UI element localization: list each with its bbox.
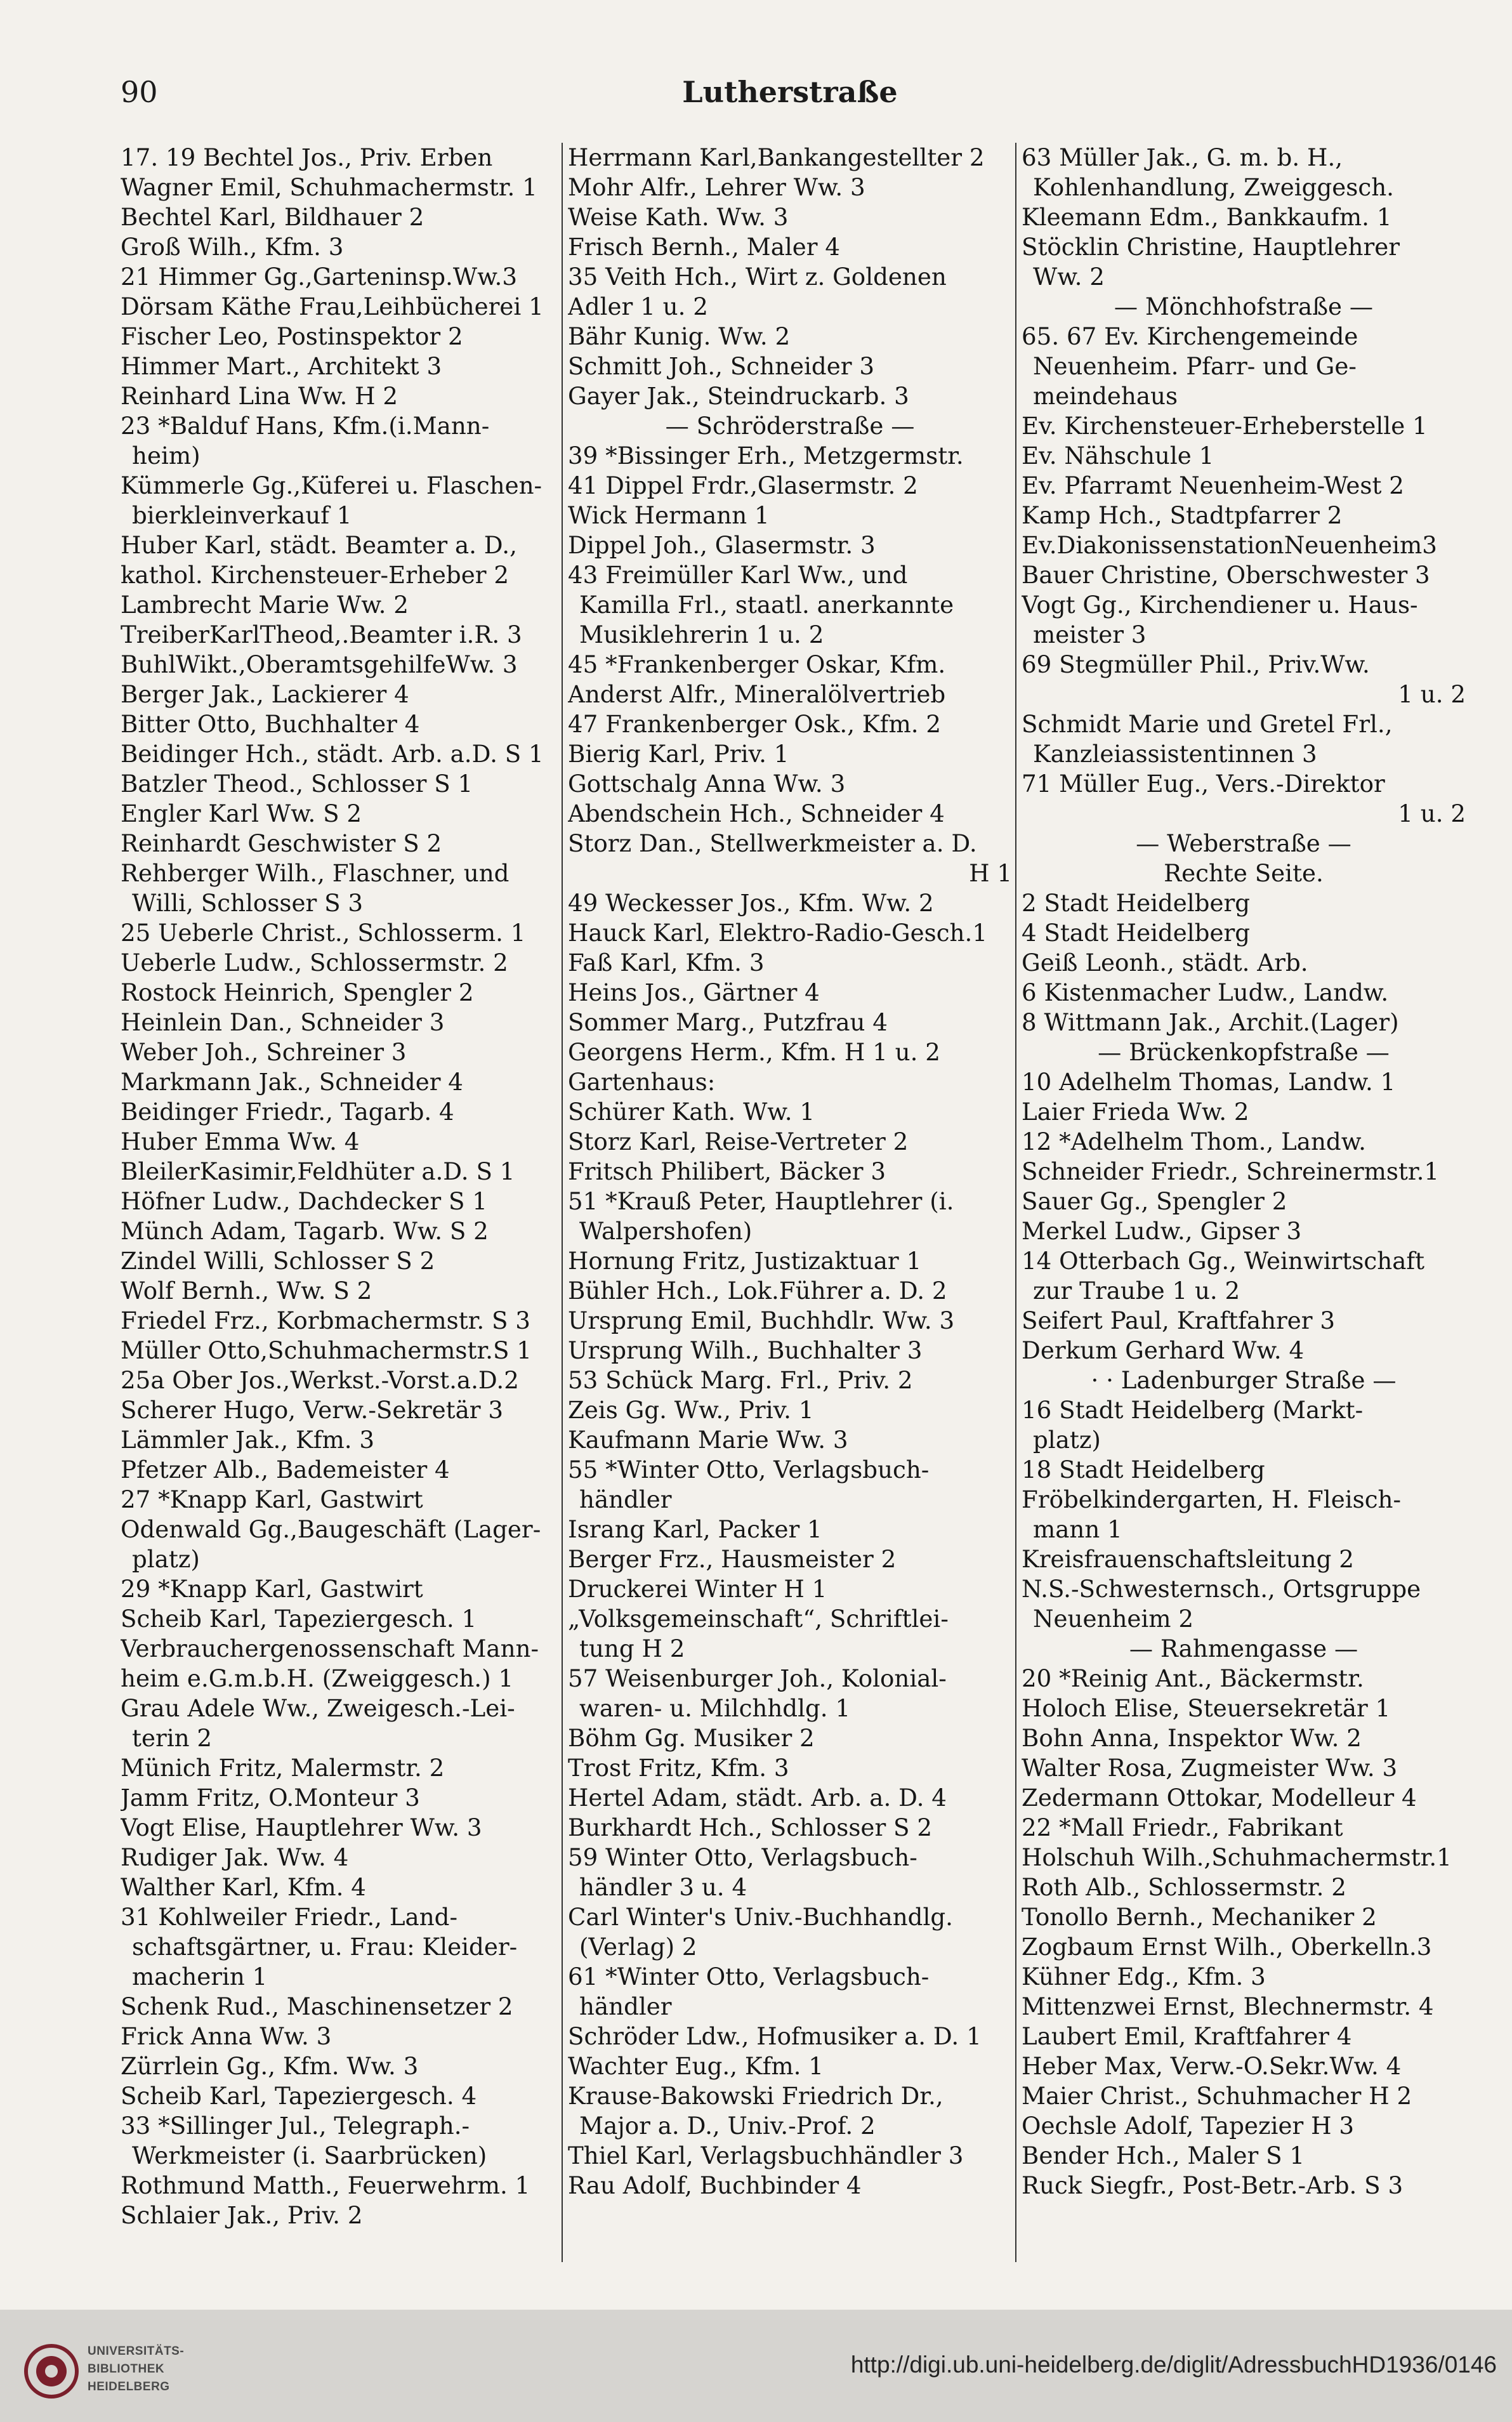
directory-entry-line: Ev. Pfarramt Neuenheim-West 2 (1022, 471, 1404, 499)
directory-entry-line: schaftsgärtner, u. Frau: Kleider- (132, 1933, 518, 1961)
directory-entry-line: Adler 1 u. 2 (568, 293, 708, 320)
directory-entry-line: heim e.G.m.b.H. (Zweiggesch.) 1 (121, 1664, 514, 1692)
directory-entry-line: Bechtel Karl, Bildhauer 2 (121, 203, 424, 231)
directory-entry-line: Rostock Heinrich, Spengler 2 (121, 978, 474, 1006)
library-name (88, 2343, 184, 2396)
directory-entry-line: Major a. D., Univ.-Prof. 2 (579, 2112, 876, 2140)
directory-entry-line: Faß Karl, Kfm. 3 (568, 949, 765, 977)
directory-entry-line: händler (579, 1485, 672, 1513)
directory-entry-line: Schmidt Marie und Gretel Frl., (1022, 710, 1393, 738)
directory-entry-line: 33 *Sillinger Jul., Telegraph.- (121, 2112, 470, 2140)
directory-entry-line: Zogbaum Ernst Wilh., Oberkelln.3 (1022, 1933, 1432, 1961)
page-header (121, 75, 1459, 126)
directory-entry-line: Fröbelkindergarten, H. Fleisch- (1022, 1485, 1402, 1513)
directory-entry-line: tung H 2 (579, 1635, 685, 1662)
section-heading: Rechte Seite. (1164, 859, 1324, 887)
directory-entry-line: Höfner Ludw., Dachdecker S 1 (121, 1187, 487, 1215)
directory-entry-line: Vogt Gg., Kirchendiener u. Haus- (1022, 591, 1418, 619)
directory-entry-line: Berger Jak., Lackierer 4 (121, 680, 409, 708)
directory-entry-line: Rothmund Matth., Feuerwehrm. 1 (121, 2171, 530, 2199)
directory-entry-line: Abendschein Hch., Schneider 4 (568, 800, 945, 827)
directory-entry-line: bierkleinverkauf 1 (132, 501, 352, 529)
directory-entry-line: Müller Otto,Schuhmachermstr.S 1 (121, 1336, 532, 1364)
directory-entry-line: Berger Frz., Hausmeister 2 (568, 1545, 897, 1573)
directory-entry-line: 61 *Winter Otto, Verlagsbuch- (568, 1963, 930, 1991)
page-number: 90 (121, 75, 158, 109)
directory-entry-line: Bitter Otto, Buchhalter 4 (121, 710, 420, 738)
directory-entry-line: 10 Adelhelm Thomas, Landw. 1 (1022, 1068, 1396, 1096)
directory-entry-line: Mohr Alfr., Lehrer Ww. 3 (568, 173, 865, 201)
directory-entry-line: Anderst Alfr., Mineralölvertrieb (568, 680, 946, 708)
directory-entry-line: Bender Hch., Maler S 1 (1022, 2142, 1305, 2169)
directory-entry-line: Kanzleiassistentinnen 3 (1033, 740, 1317, 768)
viewer-footer (0, 2310, 1512, 2422)
directory-entry-line: Pfetzer Alb., Bademeister 4 (121, 1456, 450, 1484)
directory-entry-line: Ueberle Ludw., Schlossermstr. 2 (121, 949, 508, 977)
directory-entry-line: Heinlein Dan., Schneider 3 (121, 1008, 445, 1036)
directory-entry-line: heim) (132, 442, 201, 470)
directory-entry-line: Neuenheim 2 (1033, 1605, 1194, 1633)
directory-entry-line: Kamp Hch., Stadtpfarrer 2 (1022, 501, 1343, 529)
directory-entry-line: 1 u. 2 (1398, 800, 1466, 827)
directory-entry-line: Scheib Karl, Tapeziergesch. 4 (121, 2082, 477, 2110)
directory-entry-line: Zürrlein Gg., Kfm. Ww. 3 (121, 2052, 419, 2080)
directory-entry-line: 27 *Knapp Karl, Gastwirt (121, 1485, 423, 1513)
directory-entry-line: Ursprung Wilh., Buchhalter 3 (568, 1336, 923, 1364)
directory-entry-line: Heber Max, Verw.-O.Sekr.Ww. 4 (1022, 2052, 1402, 2080)
directory-entry-line: Rudiger Jak. Ww. 4 (121, 1843, 349, 1871)
directory-entry-line: 59 Winter Otto, Verlagsbuch- (568, 1843, 917, 1871)
column-divider (1015, 143, 1016, 2262)
directory-entry-line: 20 *Reinig Ant., Bäckermstr. (1022, 1664, 1364, 1692)
directory-entry-line: Burkhardt Hch., Schlosser S 2 (568, 1813, 932, 1841)
directory-entry-line: 65. 67 Ev. Kirchengemeinde (1022, 322, 1358, 350)
directory-entry-line: 45 *Frankenberger Oskar, Kfm. (568, 650, 946, 678)
directory-entry-line: Bierig Karl, Priv. 1 (568, 740, 789, 768)
directory-entry-line: Engler Karl Ww. S 2 (121, 800, 362, 827)
directory-entry-line: Bauer Christine, Oberschwester 3 (1022, 561, 1430, 589)
directory-entry-line: Rau Adolf, Buchbinder 4 (568, 2171, 862, 2199)
directory-entry-line: Bohn Anna, Inspektor Ww. 2 (1022, 1724, 1362, 1752)
directory-entry-line: 31 Kohlweiler Friedr., Land- (121, 1903, 458, 1931)
directory-entry-line: Rehberger Wilh., Flaschner, und (121, 859, 509, 887)
directory-entry-line: 8 Wittmann Jak., Archit.(Lager) (1022, 1008, 1399, 1036)
directory-entry-line: Israng Karl, Packer 1 (568, 1515, 822, 1543)
directory-entry-line: Dippel Joh., Glasermstr. 3 (568, 531, 876, 559)
directory-entry-line: Schneider Friedr., Schreinermstr.1 (1022, 1157, 1440, 1185)
directory-entry-line: Beidinger Hch., städt. Arb. a.D. S 1 (121, 740, 544, 768)
directory-entry-line: Seifert Paul, Kraftfahrer 3 (1022, 1306, 1336, 1334)
library-name-line: UNIVERSITÄTS- (88, 2345, 185, 2358)
directory-entry-line: Batzler Theod., Schlosser S 1 (121, 770, 473, 798)
directory-entry-line: 63 Müller Jak., G. m. b. H., (1022, 143, 1343, 171)
directory-entry-line: Reinhard Lina Ww. H 2 (121, 382, 398, 410)
directory-entry-line: Huber Emma Ww. 4 (121, 1128, 360, 1155)
directory-entry-line: Herrmann Karl,Bankangestellter 2 (568, 143, 985, 171)
directory-entry-line: 4 Stadt Heidelberg (1022, 919, 1251, 947)
column-divider (562, 143, 563, 2262)
directory-entry-line: Zindel Willi, Schlosser S 2 (121, 1247, 435, 1275)
directory-entry-line: Münch Adam, Tagarb. Ww. S 2 (121, 1217, 489, 1245)
directory-entry-line: 25 Ueberle Christ., Schlosserm. 1 (121, 919, 526, 947)
directory-entry-line: 41 Dippel Frdr.,Glasermstr. 2 (568, 471, 918, 499)
directory-entry-line: Gartenhaus: (568, 1068, 716, 1096)
directory-entry-line: platz) (1033, 1426, 1101, 1454)
directory-entry-line: Wachter Eug., Kfm. 1 (568, 2052, 824, 2080)
section-heading: · · Ladenburger Straße — (1091, 1366, 1397, 1394)
directory-entry-line: H 1 (969, 859, 1012, 887)
directory-entry-line: Kühner Edg., Kfm. 3 (1022, 1963, 1266, 1991)
directory-entry-line: Merkel Ludw., Gipser 3 (1022, 1217, 1302, 1245)
directory-entry-line: Krause-Bakowski Friedrich Dr., (568, 2082, 943, 2110)
directory-entry-line: Kaufmann Marie Ww. 3 (568, 1426, 848, 1454)
directory-entry-line: 29 *Knapp Karl, Gastwirt (121, 1575, 423, 1603)
directory-entry-line: Walpershofen) (579, 1217, 753, 1245)
directory-entry-line: Werkmeister (i. Saarbrücken) (132, 2142, 487, 2169)
directory-entry-line: Holschuh Wilh.,Schuhmachermstr.1 (1022, 1843, 1452, 1871)
directory-entry-line: Ev. Nähschule 1 (1022, 442, 1214, 470)
directory-entry-line: Scheib Karl, Tapeziergesch. 1 (121, 1605, 477, 1633)
directory-entry-line: Walter Rosa, Zugmeister Ww. 3 (1022, 1754, 1398, 1782)
directory-entry-line: 51 *Krauß Peter, Hauptlehrer (i. (568, 1187, 954, 1215)
directory-entry-line: Gottschalg Anna Ww. 3 (568, 770, 846, 798)
directory-entry-line: Schröder Ldw., Hofmusiker a. D. 1 (568, 2022, 982, 2050)
directory-entry-line: N.S.-Schwesternsch., Ortsgruppe (1022, 1575, 1421, 1603)
directory-entry-line: Kreisfrauenschaftsleitung 2 (1022, 1545, 1354, 1573)
directory-entry-line: TreiberKarlTheod,.Beamter i.R. 3 (121, 621, 522, 648)
directory-entry-line: 12 *Adelhelm Thom., Landw. (1022, 1128, 1366, 1155)
directory-entry-line: Beidinger Friedr., Tagarb. 4 (121, 1098, 454, 1126)
directory-entry-line: waren- u. Milchhdlg. 1 (579, 1694, 851, 1722)
directory-entry-line: Huber Karl, städt. Beamter a. D., (121, 531, 517, 559)
directory-entry-line: 22 *Mall Friedr., Fabrikant (1022, 1813, 1343, 1841)
directory-entry-line: Laier Frieda Ww. 2 (1022, 1098, 1249, 1126)
directory-entry-line: kathol. Kirchensteuer-Erheber 2 (121, 561, 509, 589)
directory-entry-line: 35 Veith Hch., Wirt z. Goldenen (568, 263, 947, 291)
directory-entry-line: händler (579, 1992, 672, 2020)
section-heading: — Weberstraße — (1136, 829, 1351, 857)
directory-entry-line: 43 Freimüller Karl Ww., und (568, 561, 908, 589)
directory-entry-line: Ruck Siegfr., Post-Betr.-Arb. S 3 (1022, 2171, 1404, 2199)
directory-entry-line: „Volksgemeinschaft“, Schriftlei- (568, 1605, 949, 1633)
directory-entry-line: Jamm Fritz, O.Monteur 3 (121, 1784, 420, 1812)
directory-entry-line: Tonollo Bernh., Mechaniker 2 (1022, 1903, 1377, 1931)
directory-entry-line: Storz Karl, Reise-Vertreter 2 (568, 1128, 909, 1155)
directory-entry-line: Hauck Karl, Elektro-Radio-Gesch.1 (568, 919, 987, 947)
directory-column-middle (568, 143, 1012, 2262)
directory-entry-line: Sauer Gg., Spengler 2 (1022, 1187, 1287, 1215)
directory-entry-line: zur Traube 1 u. 2 (1033, 1277, 1240, 1305)
source-url-link[interactable]: http://digi.ub.uni-heidelberg.de/diglit/AdressbuchHD1936/0146 (850, 2352, 1497, 2378)
running-title: Lutherstraße (682, 75, 898, 109)
directory-entry-line: Schürer Kath. Ww. 1 (568, 1098, 815, 1126)
directory-entry-line: 16 Stadt Heidelberg (Markt- (1022, 1396, 1364, 1424)
directory-entry-line: terin 2 (132, 1724, 213, 1752)
directory-entry-line: 23 *Balduf Hans, Kfm.(i.Mann- (121, 412, 490, 440)
directory-entry-line: BleilerKasimir,Feldhüter a.D. S 1 (121, 1157, 515, 1185)
directory-entry-line: 49 Weckesser Jos., Kfm. Ww. 2 (568, 889, 934, 917)
directory-entry-line: Geiß Leonh., städt. Arb. (1022, 949, 1308, 977)
university-seal-icon (23, 2343, 80, 2400)
directory-entry-line: Wagner Emil, Schuhmachermstr. 1 (121, 173, 537, 201)
directory-entry-line: Schmitt Joh., Schneider 3 (568, 352, 875, 380)
directory-entry-line: Fritsch Philibert, Bäcker 3 (568, 1157, 886, 1185)
section-heading: — Schröderstraße — (665, 412, 915, 440)
directory-entry-line: 55 *Winter Otto, Verlagsbuch- (568, 1456, 930, 1484)
directory-entry-line: händler 3 u. 4 (579, 1873, 747, 1901)
directory-entry-line: Musiklehrerin 1 u. 2 (579, 621, 824, 648)
directory-entry-line: 1 u. 2 (1398, 680, 1466, 708)
directory-entry-line: meindehaus (1033, 382, 1178, 410)
directory-entry-line: Schlaier Jak., Priv. 2 (121, 2201, 363, 2229)
directory-entry-line: Lämmler Jak., Kfm. 3 (121, 1426, 375, 1454)
directory-entry-line: Hertel Adam, städt. Arb. a. D. 4 (568, 1784, 947, 1812)
section-heading: — Brückenkopfstraße — (1098, 1038, 1390, 1066)
directory-entry-line: Kamilla Frl., staatl. anerkannte (579, 591, 954, 619)
directory-column-right (1022, 143, 1466, 2262)
directory-entry-line: 18 Stadt Heidelberg (1022, 1456, 1265, 1484)
directory-entry-line: Laubert Emil, Kraftfahrer 4 (1022, 2022, 1352, 2050)
directory-entry-line: Reinhardt Geschwister S 2 (121, 829, 442, 857)
directory-entry-line: Wolf Bernh., Ww. S 2 (121, 1277, 372, 1305)
directory-entry-line: Münich Fritz, Malermstr. 2 (121, 1754, 445, 1782)
directory-entry-line: Grau Adele Ww., Zweigesch.-Lei- (121, 1694, 515, 1722)
directory-entry-line: 47 Frankenberger Osk., Kfm. 2 (568, 710, 942, 738)
directory-entry-line: Sommer Marg., Putzfrau 4 (568, 1008, 888, 1036)
directory-entry-line: Kleemann Edm., Bankkaufm. 1 (1022, 203, 1392, 231)
directory-entry-line: Weise Kath. Ww. 3 (568, 203, 789, 231)
directory-entry-line: 57 Weisenburger Joh., Kolonial- (568, 1664, 947, 1692)
directory-entry-line: Odenwald Gg.,Baugeschäft (Lager- (121, 1515, 541, 1543)
directory-entry-line: Maier Christ., Schuhmacher H 2 (1022, 2082, 1412, 2110)
directory-entry-line: Oechsle Adolf, Tapezier H 3 (1022, 2112, 1355, 2140)
directory-entry-line: Kohlenhandlung, Zweiggesch. (1033, 173, 1394, 201)
directory-entry-line: Trost Fritz, Kfm. 3 (568, 1754, 789, 1782)
directory-entry-line: Kümmerle Gg.,Küferei u. Flaschen- (121, 471, 542, 499)
directory-entry-line: macherin 1 (132, 1963, 268, 1991)
directory-entry-line: Ev.DiakonissenstationNeuenheim3 (1022, 531, 1437, 559)
directory-entry-line: Fischer Leo, Postinspektor 2 (121, 322, 463, 350)
directory-entry-line: (Verlag) 2 (579, 1933, 697, 1961)
directory-entry-line: 2 Stadt Heidelberg (1022, 889, 1251, 917)
directory-entry-line: Georgens Herm., Kfm. H 1 u. 2 (568, 1038, 940, 1066)
directory-entry-line: 25a Ober Jos.,Werkst.-Vorst.a.D.2 (121, 1366, 519, 1394)
directory-entry-line: Thiel Karl, Verlagsbuchhändler 3 (568, 2142, 964, 2169)
directory-entry-line: Böhm Gg. Musiker 2 (568, 1724, 815, 1752)
directory-entry-line: Derkum Gerhard Ww. 4 (1022, 1336, 1305, 1364)
directory-entry-line: 69 Stegmüller Phil., Priv.Ww. (1022, 650, 1370, 678)
directory-entry-line: Walther Karl, Kfm. 4 (121, 1873, 366, 1901)
directory-entry-line: Druckerei Winter H 1 (568, 1575, 827, 1603)
directory-entry-line: Ww. 2 (1033, 263, 1105, 291)
directory-entry-line: Roth Alb., Schlossermstr. 2 (1022, 1873, 1346, 1901)
directory-entry-line: Heins Jos., Gärtner 4 (568, 978, 820, 1006)
directory-entry-line: Holoch Elise, Steuersekretär 1 (1022, 1694, 1391, 1722)
directory-entry-line: 71 Müller Eug., Vers.-Direktor (1022, 770, 1385, 798)
library-name-line: BIBLIOTHEK (88, 2362, 165, 2376)
directory-entry-line: 6 Kistenmacher Ludw., Landw. (1022, 978, 1389, 1006)
directory-entry-line: 39 *Bissinger Erh., Metzgermstr. (568, 442, 964, 470)
directory-entry-line: Zeis Gg. Ww., Priv. 1 (568, 1396, 814, 1424)
directory-entry-line: Wick Hermann 1 (568, 501, 770, 529)
directory-entry-line: mann 1 (1033, 1515, 1122, 1543)
directory-entry-line: Bühler Hch., Lok.Führer a. D. 2 (568, 1277, 947, 1305)
directory-entry-line: Gayer Jak., Steindruckarb. 3 (568, 382, 909, 410)
directory-entry-line: Ev. Kirchensteuer-Erheberstelle 1 (1022, 412, 1428, 440)
directory-entry-line: 14 Otterbach Gg., Weinwirtschaft (1022, 1247, 1425, 1275)
directory-entry-line: Frick Anna Ww. 3 (121, 2022, 332, 2050)
directory-entry-line: 21 Himmer Gg.,Garteninsp.Ww.3 (121, 263, 517, 291)
directory-entry-line: Storz Dan., Stellwerkmeister a. D. (568, 829, 977, 857)
directory-entry-line: Bähr Kunig. Ww. 2 (568, 322, 791, 350)
directory-entry-line: Carl Winter's Univ.-Buchhandlg. (568, 1903, 954, 1931)
directory-entry-line: Stöcklin Christine, Hauptlehrer (1022, 233, 1400, 261)
section-heading: — Mönchhofstraße — (1114, 293, 1374, 320)
directory-entry-line: Lambrecht Marie Ww. 2 (121, 591, 409, 619)
directory-entry-line: Himmer Mart., Architekt 3 (121, 352, 442, 380)
directory-entry-line: 17. 19 Bechtel Jos., Priv. Erben (121, 143, 493, 171)
directory-entry-line: Friedel Frz., Korbmachermstr. S 3 (121, 1306, 530, 1334)
directory-entry-line: Willi, Schlosser S 3 (132, 889, 364, 917)
library-name-line: HEIDELBERG (88, 2380, 170, 2393)
directory-entry-line: Hornung Fritz, Justizaktuar 1 (568, 1247, 922, 1275)
directory-entry-line: Ursprung Emil, Buchhdlr. Ww. 3 (568, 1306, 955, 1334)
directory-entry-line: Schenk Rud., Maschinensetzer 2 (121, 1992, 513, 2020)
directory-entry-line: Markmann Jak., Schneider 4 (121, 1068, 463, 1096)
directory-entry-line: Groß Wilh., Kfm. 3 (121, 233, 344, 261)
directory-entry-line: Verbrauchergenossenschaft Mann- (121, 1635, 539, 1662)
directory-column-left (121, 143, 558, 2262)
directory-entry-line: Vogt Elise, Hauptlehrer Ww. 3 (121, 1813, 482, 1841)
directory-entry-line: Neuenheim. Pfarr- und Ge- (1033, 352, 1357, 380)
section-heading: — Rahmengasse — (1129, 1635, 1358, 1662)
directory-entry-line: BuhlWikt.,OberamtsgehilfeWw. 3 (121, 650, 518, 678)
directory-entry-line: Weber Joh., Schreiner 3 (121, 1038, 407, 1066)
directory-entry-line: Scherer Hugo, Verw.-Sekretär 3 (121, 1396, 504, 1424)
directory-entry-line: Zedermann Ottokar, Modelleur 4 (1022, 1784, 1417, 1812)
directory-entry-line: Mittenzwei Ernst, Blechnermstr. 4 (1022, 1992, 1434, 2020)
directory-entry-line: Frisch Bernh., Maler 4 (568, 233, 841, 261)
directory-entry-line: 53 Schück Marg. Frl., Priv. 2 (568, 1366, 913, 1394)
directory-entry-line: platz) (132, 1545, 200, 1573)
directory-entry-line: Dörsam Käthe Frau,Leihbücherei 1 (121, 293, 544, 320)
directory-entry-line: meister 3 (1033, 621, 1147, 648)
